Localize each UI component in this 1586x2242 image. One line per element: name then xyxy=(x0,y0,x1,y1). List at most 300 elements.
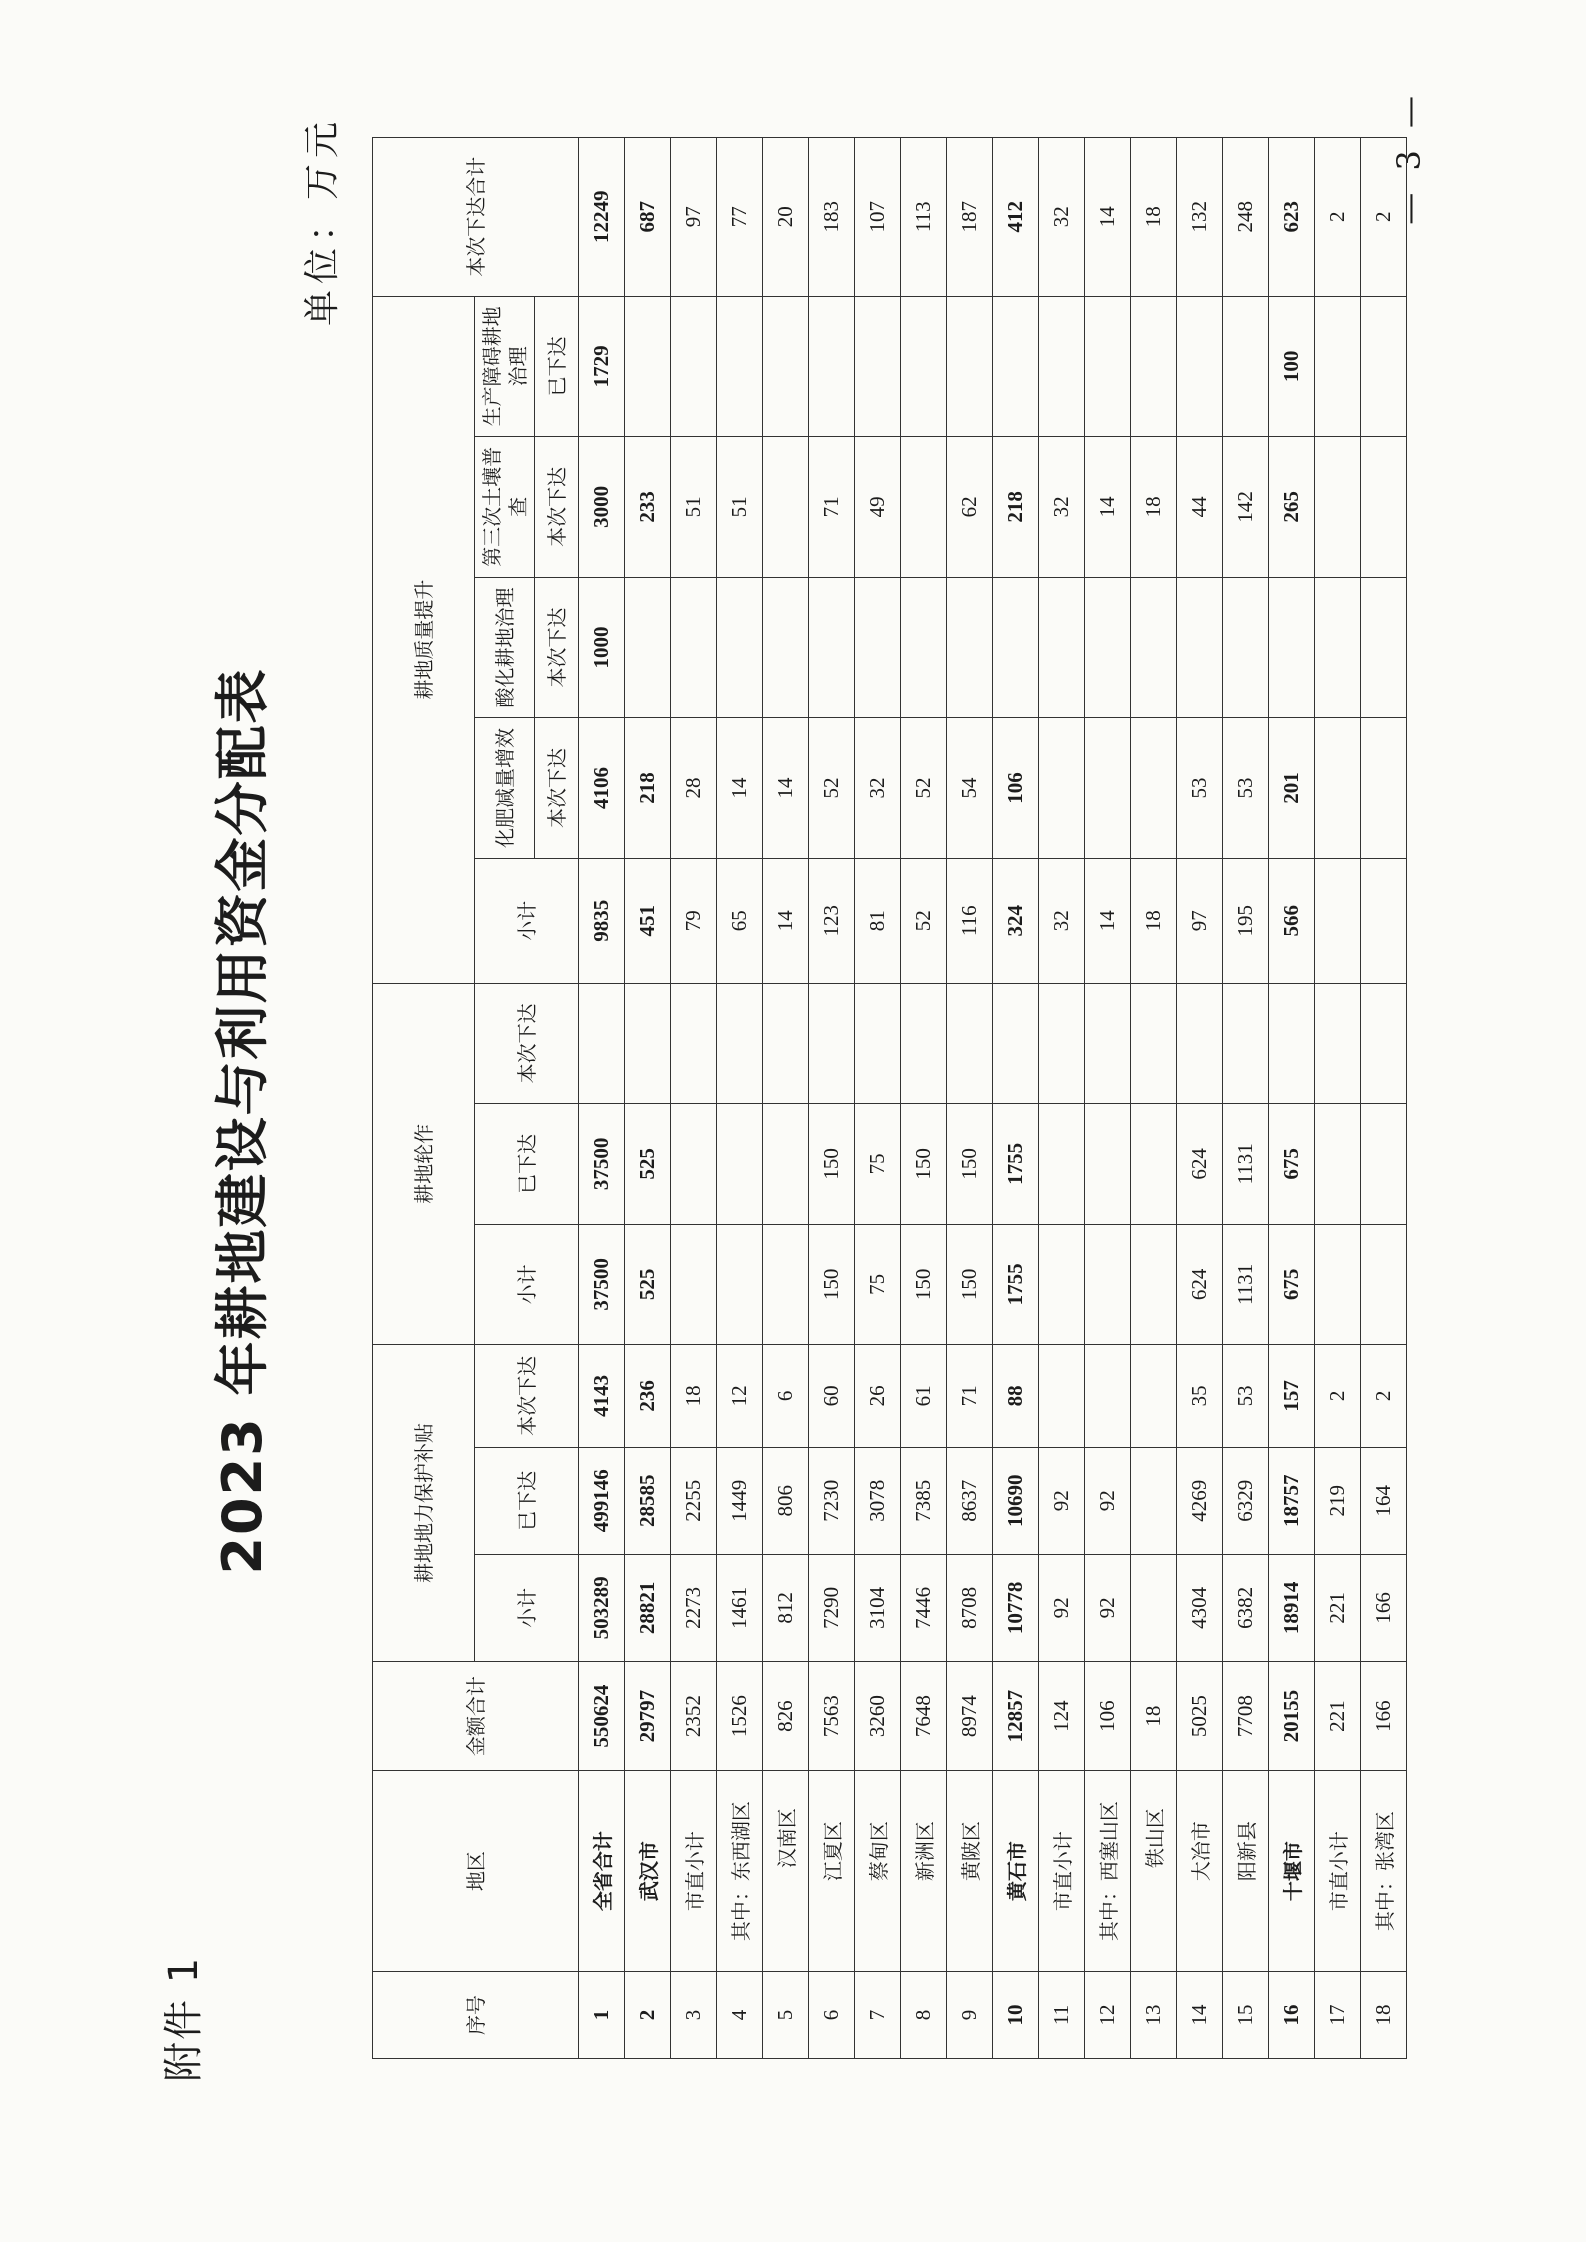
cell-p-sub: 1461 xyxy=(717,1554,763,1661)
cell-q-obst xyxy=(1085,296,1131,437)
cell-q-sub: 566 xyxy=(1269,858,1315,983)
cell-p-issued: 164 xyxy=(1361,1447,1407,1554)
cell-p-this: 157 xyxy=(1269,1345,1315,1448)
cell-total: 8974 xyxy=(947,1661,993,1770)
table-row xyxy=(809,138,855,2059)
cell-q-obst: 100 xyxy=(1269,296,1315,437)
table-row xyxy=(901,138,947,2059)
cell-p-this: 6 xyxy=(763,1345,809,1448)
cell-q-obst xyxy=(855,296,901,437)
header-rotation-issued: 已下达 xyxy=(475,1104,579,1224)
cell-q-sub: 97 xyxy=(1177,858,1223,983)
cell-r-sub: 37500 xyxy=(579,1224,625,1344)
header-soil-this: 本次下达 xyxy=(535,437,579,578)
header-group-protect: 耕地地力保护补贴 xyxy=(373,1345,475,1662)
cell-r-this xyxy=(1223,983,1269,1103)
cell-seq: 17 xyxy=(1315,1972,1361,2059)
cell-r-sub: 1131 xyxy=(1223,1224,1269,1344)
cell-r-issued xyxy=(1039,1104,1085,1224)
cell-r-this xyxy=(763,983,809,1103)
table-row xyxy=(855,138,901,2059)
cell-q-sub xyxy=(1315,858,1361,983)
cell-p-sub: 10778 xyxy=(993,1554,1039,1661)
cell-q-acid xyxy=(901,577,947,718)
cell-total: 29797 xyxy=(625,1661,671,1770)
cell-r-sub xyxy=(717,1224,763,1344)
cell-r-this xyxy=(993,983,1039,1103)
cell-region: 汉南区 xyxy=(763,1771,809,1972)
cell-total: 826 xyxy=(763,1661,809,1770)
cell-p-this: 71 xyxy=(947,1345,993,1448)
header-group-quality: 耕地质量提升 xyxy=(373,296,475,983)
page-number: — 3 — xyxy=(1390,90,1428,225)
cell-region: 蔡甸区 xyxy=(855,1771,901,1972)
cell-p-this xyxy=(1131,1345,1177,1448)
cell-p-sub: 8708 xyxy=(947,1554,993,1661)
cell-region: 其中：张湾区 xyxy=(1361,1771,1407,1972)
cell-q-obst xyxy=(947,296,993,437)
cell-p-sub: 18914 xyxy=(1269,1554,1315,1661)
cell-region: 阳新县 xyxy=(1223,1771,1269,1972)
cell-region: 全省合计 xyxy=(579,1771,625,1972)
cell-this-total: 97 xyxy=(671,138,717,297)
cell-q-soil xyxy=(1361,437,1407,578)
table-row xyxy=(717,138,763,2059)
table-row xyxy=(1361,138,1407,2059)
table-row xyxy=(1177,138,1223,2059)
cell-r-issued: 150 xyxy=(809,1104,855,1224)
table-row xyxy=(1269,138,1315,2059)
cell-q-soil: 218 xyxy=(993,437,1039,578)
cell-p-issued: 499146 xyxy=(579,1447,625,1554)
cell-p-sub: 92 xyxy=(1085,1554,1131,1661)
cell-seq: 2 xyxy=(625,1972,671,2059)
cell-q-fert xyxy=(1085,718,1131,859)
cell-q-acid xyxy=(717,577,763,718)
cell-r-issued: 150 xyxy=(947,1104,993,1224)
cell-q-fert: 218 xyxy=(625,718,671,859)
cell-this-total: 113 xyxy=(901,138,947,297)
cell-r-sub: 1755 xyxy=(993,1224,1039,1344)
cell-q-fert: 14 xyxy=(763,718,809,859)
cell-total: 1526 xyxy=(717,1661,763,1770)
cell-r-issued xyxy=(1361,1104,1407,1224)
cell-q-acid xyxy=(763,577,809,718)
cell-p-this: 60 xyxy=(809,1345,855,1448)
cell-region: 市直小计 xyxy=(671,1771,717,1972)
cell-q-obst xyxy=(763,296,809,437)
header-soil-survey: 第三次土壤普查 xyxy=(475,437,535,578)
header-rotation-this: 本次下达 xyxy=(475,983,579,1103)
cell-q-soil: 49 xyxy=(855,437,901,578)
cell-p-issued: 219 xyxy=(1315,1447,1361,1554)
cell-q-soil xyxy=(901,437,947,578)
cell-q-obst xyxy=(1039,296,1085,437)
cell-region: 大冶市 xyxy=(1177,1771,1223,1972)
cell-region: 黄陂区 xyxy=(947,1771,993,1972)
cell-seq: 15 xyxy=(1223,1972,1269,2059)
cell-p-sub: 166 xyxy=(1361,1554,1407,1661)
cell-r-issued xyxy=(671,1104,717,1224)
cell-r-issued: 675 xyxy=(1269,1104,1315,1224)
cell-p-this: 2 xyxy=(1315,1345,1361,1448)
cell-q-soil: 51 xyxy=(717,437,763,578)
cell-seq: 18 xyxy=(1361,1972,1407,2059)
cell-this-total: 2 xyxy=(1315,138,1361,297)
cell-r-sub xyxy=(671,1224,717,1344)
cell-r-sub: 525 xyxy=(625,1224,671,1344)
cell-p-this: 4143 xyxy=(579,1345,625,1448)
cell-q-soil: 71 xyxy=(809,437,855,578)
cell-q-fert: 106 xyxy=(993,718,1039,859)
cell-q-sub: 123 xyxy=(809,858,855,983)
cell-p-this: 53 xyxy=(1223,1345,1269,1448)
cell-r-sub xyxy=(1131,1224,1177,1344)
cell-total: 5025 xyxy=(1177,1661,1223,1770)
page-title: 2023 年耕地建设与利用资金分配表 xyxy=(211,667,274,1575)
cell-q-soil: 44 xyxy=(1177,437,1223,578)
cell-p-this: 61 xyxy=(901,1345,947,1448)
cell-q-fert xyxy=(1361,718,1407,859)
cell-r-sub: 75 xyxy=(855,1224,901,1344)
table-row xyxy=(1131,138,1177,2059)
cell-p-issued xyxy=(1131,1447,1177,1554)
cell-q-acid xyxy=(1177,577,1223,718)
header-fertilizer-this: 本次下达 xyxy=(535,718,579,859)
cell-r-sub xyxy=(763,1224,809,1344)
cell-p-sub: 2273 xyxy=(671,1554,717,1661)
cell-p-issued: 92 xyxy=(1039,1447,1085,1554)
cell-q-acid xyxy=(1315,577,1361,718)
cell-seq: 1 xyxy=(579,1972,625,2059)
cell-region: 铁山区 xyxy=(1131,1771,1177,1972)
cell-p-this: 12 xyxy=(717,1345,763,1448)
cell-q-obst: 1729 xyxy=(579,296,625,437)
table-row xyxy=(763,138,809,2059)
cell-this-total: 32 xyxy=(1039,138,1085,297)
table-row xyxy=(993,138,1039,2059)
cell-p-this: 236 xyxy=(625,1345,671,1448)
cell-this-total: 623 xyxy=(1269,138,1315,297)
cell-total: 7563 xyxy=(809,1661,855,1770)
table-row xyxy=(579,138,625,2059)
cell-p-this xyxy=(1039,1345,1085,1448)
header-region: 地区 xyxy=(373,1771,579,1972)
cell-r-issued: 75 xyxy=(855,1104,901,1224)
cell-q-obst xyxy=(625,296,671,437)
unit-label: 单位：万元 xyxy=(302,116,343,327)
cell-q-soil: 18 xyxy=(1131,437,1177,578)
cell-q-acid xyxy=(855,577,901,718)
cell-q-sub: 52 xyxy=(901,858,947,983)
table-body xyxy=(579,138,1407,2059)
cell-r-this xyxy=(1177,983,1223,1103)
cell-seq: 6 xyxy=(809,1972,855,2059)
cell-r-this xyxy=(809,983,855,1103)
cell-r-sub: 150 xyxy=(901,1224,947,1344)
cell-this-total: 687 xyxy=(625,138,671,297)
cell-q-soil: 265 xyxy=(1269,437,1315,578)
cell-total: 106 xyxy=(1085,1661,1131,1770)
cell-p-sub: 503289 xyxy=(579,1554,625,1661)
cell-q-fert: 52 xyxy=(809,718,855,859)
header-acid-this: 本次下达 xyxy=(535,577,579,718)
cell-this-total: 183 xyxy=(809,138,855,297)
cell-total: 18 xyxy=(1131,1661,1177,1770)
cell-p-issued: 28585 xyxy=(625,1447,671,1554)
header-rotation-subtotal: 小计 xyxy=(475,1224,579,1344)
cell-r-issued xyxy=(1315,1104,1361,1224)
cell-region: 市直小计 xyxy=(1039,1771,1085,1972)
cell-q-acid xyxy=(1131,577,1177,718)
cell-q-soil: 233 xyxy=(625,437,671,578)
cell-r-issued xyxy=(717,1104,763,1224)
cell-seq: 14 xyxy=(1177,1972,1223,2059)
cell-q-sub: 195 xyxy=(1223,858,1269,983)
header-group-rotation: 耕地轮作 xyxy=(373,983,475,1344)
cell-total: 550624 xyxy=(579,1661,625,1770)
cell-q-soil: 51 xyxy=(671,437,717,578)
header-seq: 序号 xyxy=(373,1972,579,2059)
cell-r-sub xyxy=(1361,1224,1407,1344)
cell-region: 江夏区 xyxy=(809,1771,855,1972)
cell-q-acid xyxy=(625,577,671,718)
cell-r-this xyxy=(1315,983,1361,1103)
cell-region: 市直小计 xyxy=(1315,1771,1361,1972)
header-amount-total: 金额合计 xyxy=(373,1661,579,1770)
cell-p-sub: 92 xyxy=(1039,1554,1085,1661)
cell-p-issued: 3078 xyxy=(855,1447,901,1554)
cell-total: 3260 xyxy=(855,1661,901,1770)
cell-total: 2352 xyxy=(671,1661,717,1770)
cell-q-sub: 9835 xyxy=(579,858,625,983)
cell-q-soil xyxy=(763,437,809,578)
cell-r-this xyxy=(579,983,625,1103)
cell-region: 其中：东西湖区 xyxy=(717,1771,763,1972)
cell-q-acid xyxy=(671,577,717,718)
cell-q-sub: 65 xyxy=(717,858,763,983)
cell-seq: 5 xyxy=(763,1972,809,2059)
cell-q-sub: 14 xyxy=(1085,858,1131,983)
cell-p-issued: 1449 xyxy=(717,1447,763,1554)
cell-region: 其中：西塞山区 xyxy=(1085,1771,1131,1972)
cell-p-issued: 2255 xyxy=(671,1447,717,1554)
header-obstacle: 生产障碍耕地治理 xyxy=(475,296,535,437)
cell-this-total: 2 xyxy=(1361,138,1407,297)
cell-p-this: 35 xyxy=(1177,1345,1223,1448)
cell-seq: 12 xyxy=(1085,1972,1131,2059)
cell-q-fert: 4106 xyxy=(579,718,625,859)
cell-q-sub: 116 xyxy=(947,858,993,983)
allocation-table xyxy=(372,137,1407,2059)
cell-q-soil: 62 xyxy=(947,437,993,578)
cell-q-obst xyxy=(1315,296,1361,437)
cell-seq: 8 xyxy=(901,1972,947,2059)
cell-total: 221 xyxy=(1315,1661,1361,1770)
cell-r-this xyxy=(717,983,763,1103)
table-row xyxy=(947,138,993,2059)
cell-r-sub xyxy=(1085,1224,1131,1344)
cell-region: 新洲区 xyxy=(901,1771,947,1972)
cell-q-obst xyxy=(809,296,855,437)
header-acid: 酸化耕地治理 xyxy=(475,577,535,718)
cell-this-total: 12249 xyxy=(579,138,625,297)
cell-r-this xyxy=(901,983,947,1103)
cell-r-issued xyxy=(1085,1104,1131,1224)
header-protect-this: 本次下达 xyxy=(475,1345,579,1448)
cell-q-sub: 18 xyxy=(1131,858,1177,983)
cell-this-total: 107 xyxy=(855,138,901,297)
table-row xyxy=(671,138,717,2059)
cell-q-acid xyxy=(1361,577,1407,718)
cell-seq: 3 xyxy=(671,1972,717,2059)
header-quality-subtotal: 小计 xyxy=(475,858,579,983)
cell-p-sub: 6382 xyxy=(1223,1554,1269,1661)
cell-q-soil: 14 xyxy=(1085,437,1131,578)
cell-q-sub: 14 xyxy=(763,858,809,983)
cell-seq: 7 xyxy=(855,1972,901,2059)
header-fertilizer: 化肥减量增效 xyxy=(475,718,535,859)
cell-seq: 11 xyxy=(1039,1972,1085,2059)
cell-q-acid xyxy=(1269,577,1315,718)
cell-total: 124 xyxy=(1039,1661,1085,1770)
cell-q-obst xyxy=(901,296,947,437)
cell-r-issued: 525 xyxy=(625,1104,671,1224)
cell-q-sub: 79 xyxy=(671,858,717,983)
cell-this-total: 14 xyxy=(1085,138,1131,297)
cell-q-soil xyxy=(1315,437,1361,578)
cell-r-issued: 1131 xyxy=(1223,1104,1269,1224)
cell-q-fert: 32 xyxy=(855,718,901,859)
cell-q-fert: 201 xyxy=(1269,718,1315,859)
cell-this-total: 132 xyxy=(1177,138,1223,297)
cell-total: 7708 xyxy=(1223,1661,1269,1770)
cell-r-this xyxy=(1269,983,1315,1103)
cell-r-sub xyxy=(1315,1224,1361,1344)
cell-p-this: 18 xyxy=(671,1345,717,1448)
cell-q-obst xyxy=(1131,296,1177,437)
cell-r-this xyxy=(855,983,901,1103)
table-row xyxy=(1085,138,1131,2059)
cell-total: 12857 xyxy=(993,1661,1039,1770)
cell-q-fert xyxy=(1131,718,1177,859)
cell-p-sub: 4304 xyxy=(1177,1554,1223,1661)
cell-p-issued: 4269 xyxy=(1177,1447,1223,1554)
cell-region: 十堰市 xyxy=(1269,1771,1315,1972)
cell-r-issued: 150 xyxy=(901,1104,947,1224)
cell-r-issued: 624 xyxy=(1177,1104,1223,1224)
header-this-total: 本次下达合计 xyxy=(373,138,579,297)
cell-p-issued: 10690 xyxy=(993,1447,1039,1554)
table-row xyxy=(1223,138,1269,2059)
cell-r-this xyxy=(625,983,671,1103)
cell-p-this xyxy=(1085,1345,1131,1448)
cell-p-issued: 7385 xyxy=(901,1447,947,1554)
cell-p-this: 26 xyxy=(855,1345,901,1448)
cell-seq: 4 xyxy=(717,1972,763,2059)
cell-r-this xyxy=(1039,983,1085,1103)
cell-q-obst xyxy=(1177,296,1223,437)
cell-p-sub: 28821 xyxy=(625,1554,671,1661)
cell-region: 武汉市 xyxy=(625,1771,671,1972)
cell-q-obst xyxy=(1361,296,1407,437)
cell-q-acid xyxy=(993,577,1039,718)
cell-q-acid: 1000 xyxy=(579,577,625,718)
cell-r-issued: 1755 xyxy=(993,1104,1039,1224)
cell-q-sub xyxy=(1361,858,1407,983)
cell-q-fert xyxy=(1039,718,1085,859)
cell-r-this xyxy=(947,983,993,1103)
cell-seq: 13 xyxy=(1131,1972,1177,2059)
cell-q-obst xyxy=(717,296,763,437)
cell-p-sub: 7290 xyxy=(809,1554,855,1661)
cell-q-sub: 451 xyxy=(625,858,671,983)
cell-p-sub xyxy=(1131,1554,1177,1661)
cell-r-sub xyxy=(1039,1224,1085,1344)
cell-p-issued: 7230 xyxy=(809,1447,855,1554)
cell-q-obst xyxy=(671,296,717,437)
cell-p-this: 2 xyxy=(1361,1345,1407,1448)
cell-seq: 16 xyxy=(1269,1972,1315,2059)
header-protect-issued: 已下达 xyxy=(475,1447,579,1554)
cell-this-total: 412 xyxy=(993,138,1039,297)
cell-r-sub: 150 xyxy=(809,1224,855,1344)
cell-this-total: 18 xyxy=(1131,138,1177,297)
table-row xyxy=(1039,138,1085,2059)
cell-total: 20155 xyxy=(1269,1661,1315,1770)
cell-q-acid xyxy=(809,577,855,718)
cell-q-sub: 81 xyxy=(855,858,901,983)
header-obstacle-issued: 已下达 xyxy=(535,296,579,437)
cell-seq: 10 xyxy=(993,1972,1039,2059)
cell-r-issued xyxy=(1131,1104,1177,1224)
table-row xyxy=(625,138,671,2059)
cell-this-total: 248 xyxy=(1223,138,1269,297)
cell-q-soil: 32 xyxy=(1039,437,1085,578)
cell-this-total: 20 xyxy=(763,138,809,297)
cell-q-acid xyxy=(1223,577,1269,718)
cell-q-sub: 32 xyxy=(1039,858,1085,983)
cell-r-issued xyxy=(763,1104,809,1224)
cell-r-this xyxy=(1085,983,1131,1103)
cell-region: 黄石市 xyxy=(993,1771,1039,1972)
cell-q-fert: 14 xyxy=(717,718,763,859)
cell-total: 7648 xyxy=(901,1661,947,1770)
cell-p-sub: 7446 xyxy=(901,1554,947,1661)
cell-p-sub: 221 xyxy=(1315,1554,1361,1661)
cell-p-sub: 3104 xyxy=(855,1554,901,1661)
cell-p-this: 88 xyxy=(993,1345,1039,1448)
cell-q-fert xyxy=(1315,718,1361,859)
cell-r-sub: 150 xyxy=(947,1224,993,1344)
cell-seq: 9 xyxy=(947,1972,993,2059)
cell-q-fert: 28 xyxy=(671,718,717,859)
cell-q-sub: 324 xyxy=(993,858,1039,983)
cell-this-total: 187 xyxy=(947,138,993,297)
cell-q-soil: 3000 xyxy=(579,437,625,578)
attachment-label: 附件 1 xyxy=(161,1955,207,2082)
cell-r-sub: 675 xyxy=(1269,1224,1315,1344)
cell-q-fert: 53 xyxy=(1177,718,1223,859)
cell-p-issued: 6329 xyxy=(1223,1447,1269,1554)
cell-total: 166 xyxy=(1361,1661,1407,1770)
cell-p-sub: 812 xyxy=(763,1554,809,1661)
header-protect-subtotal: 小计 xyxy=(475,1554,579,1661)
cell-q-obst xyxy=(993,296,1039,437)
cell-r-issued: 37500 xyxy=(579,1104,625,1224)
table-row xyxy=(1315,138,1361,2059)
cell-r-this xyxy=(1131,983,1177,1103)
